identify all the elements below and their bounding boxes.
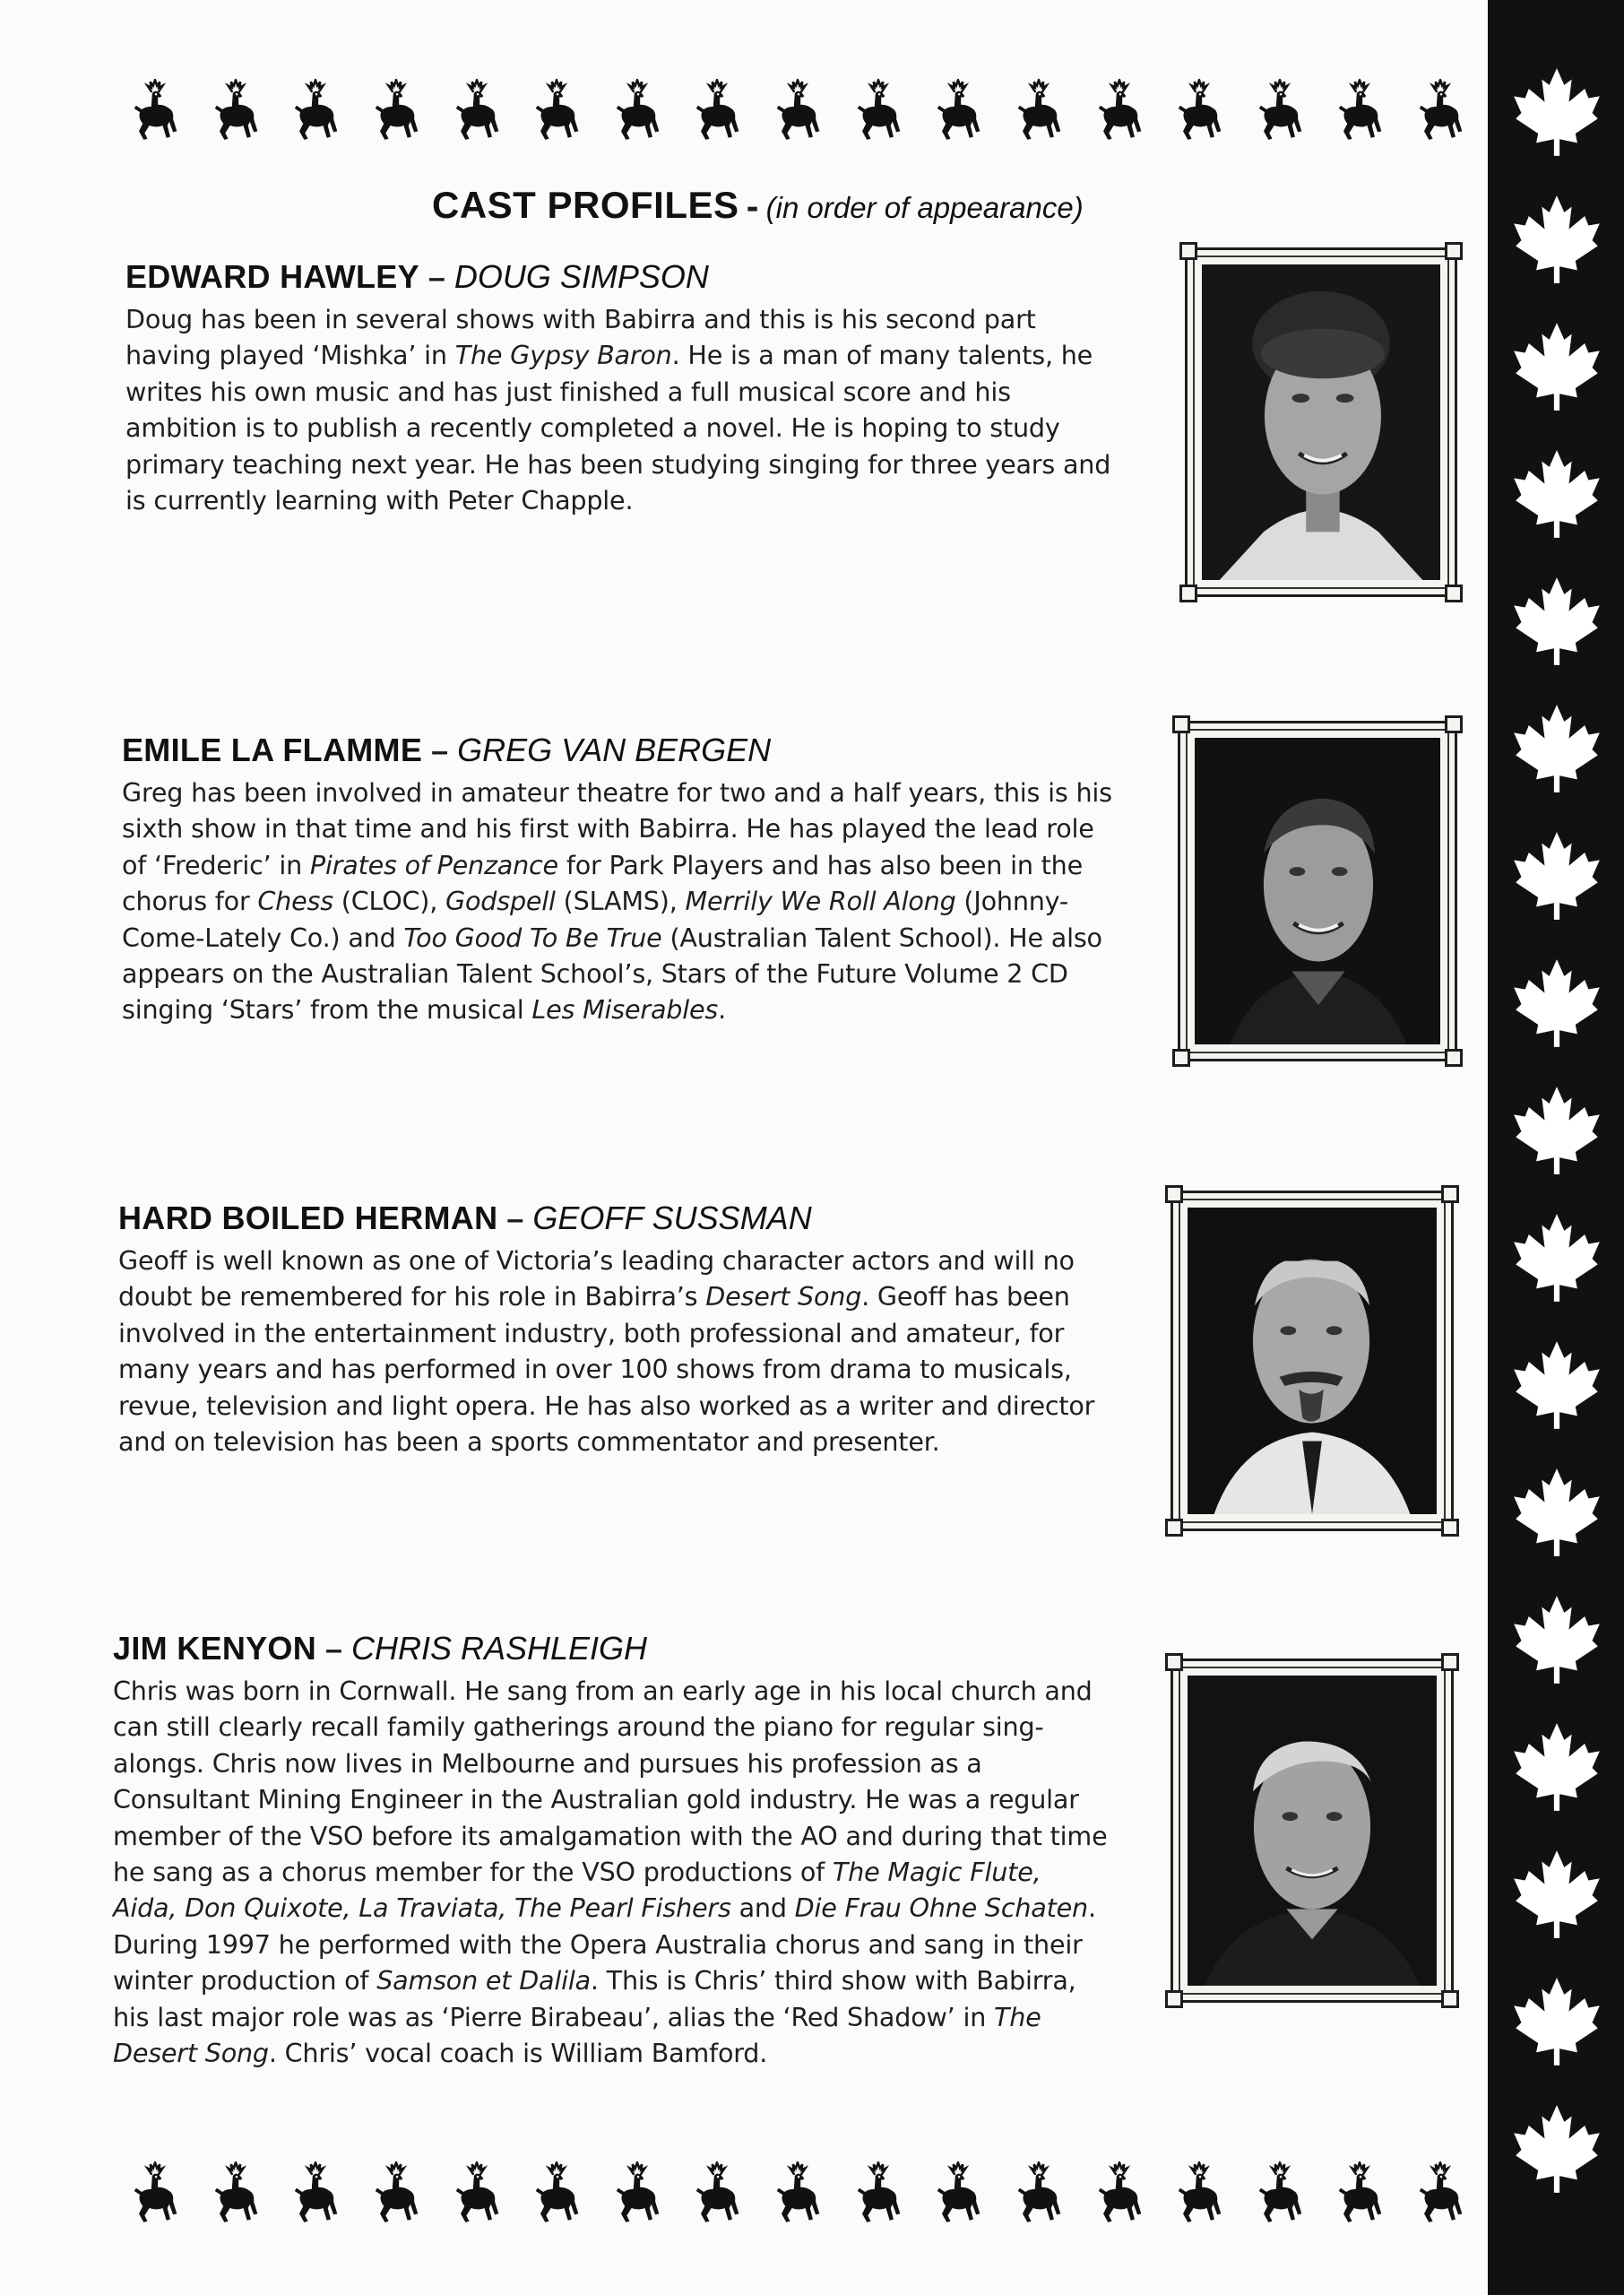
maple-leaf-icon: [1507, 1974, 1606, 2067]
heading-separator: –: [428, 261, 445, 295]
reindeer-icon: [367, 76, 426, 143]
reindeer-icon: [768, 76, 827, 143]
reindeer-icon: [447, 2159, 506, 2225]
maple-leaf-icon: [1507, 65, 1606, 158]
profile-bio: Doug has been in several shows with Babirra and this is his second part having played ‘Mishka’ in The Gypsy Baron. He is a man of many talents, he writes his own music and has just finished a full musical score and his ambition is to publish a recently completed a novel. He is hoping to study primary teaching next year. He has been studying singing for three years and is currently learning with Peter Chapple.: [125, 304, 1111, 516]
portrait-image: [1202, 264, 1440, 580]
maple-leaf-icon: [1507, 574, 1606, 667]
profile-emile-la-flamme: [122, 732, 1115, 1028]
maple-leaf-icon: [1507, 1083, 1606, 1176]
maple-leaf-icon: [1507, 319, 1606, 412]
headshot-photo-chris-rashleigh: [1170, 1658, 1454, 2003]
profile-hard-boiled-herman: [118, 1199, 1104, 1459]
heading-separator: –: [325, 1632, 342, 1667]
reindeer-icon: [367, 2159, 426, 2225]
heading-separator: –: [431, 734, 449, 768]
reindeer-icon: [1250, 2159, 1309, 2225]
heading-separator: –: [506, 1202, 524, 1236]
maple-leaf-icon: [1507, 1847, 1606, 1940]
reindeer-icon: [1330, 2159, 1389, 2225]
reindeer-icon: [929, 2159, 988, 2225]
portrait-image: [1195, 738, 1440, 1044]
maple-leaf-icon: [1507, 1592, 1606, 1685]
page-title: [432, 184, 1084, 227]
maple-leaf-icon: [1507, 828, 1606, 922]
reindeer-icon: [1250, 76, 1309, 143]
reindeer-icon: [1411, 2159, 1470, 2225]
profile-edward-hawley: [125, 258, 1129, 518]
maple-leaf-border: [1488, 0, 1624, 2295]
reindeer-icon: [849, 76, 908, 143]
title-separator: -: [746, 190, 759, 226]
reindeer-icon: [1090, 2159, 1149, 2225]
reindeer-icon: [286, 2159, 345, 2225]
maple-leaf-icon: [1507, 446, 1606, 540]
maple-leaf-icon: [1507, 1338, 1606, 1431]
portrait-image: [1188, 1676, 1437, 1986]
top-reindeer-border: [125, 74, 1470, 145]
profile-bio: Geoff is well known as one of Victoria’s leading character actors and will no doubt be remembered for his role in Babirra’s Desert Song. Geoff has been involved in the entertainment industry, both professional and amateur, for many years and has performed in over 100 shows from drama to musicals, revue, television and light opera. He has also worked as a writer and director and on television has been a sports commentator and presenter.: [118, 1245, 1095, 1458]
reindeer-icon: [1411, 76, 1470, 143]
reindeer-icon: [125, 76, 185, 143]
reindeer-icon: [768, 2159, 827, 2225]
profile-heading: [125, 258, 1129, 296]
profile-jim-kenyon: [113, 1630, 1108, 2071]
reindeer-icon: [608, 76, 667, 143]
reindeer-icon: [929, 76, 988, 143]
headshot-photo-greg-van-bergen: [1178, 721, 1457, 1061]
actor-name: DOUG SIMPSON: [454, 258, 709, 295]
headshot-photo-doug-simpson: [1185, 247, 1457, 597]
portrait-image: [1188, 1208, 1437, 1514]
character-name: EDWARD HAWLEY: [125, 258, 419, 295]
reindeer-icon: [1330, 76, 1389, 143]
reindeer-icon: [1009, 76, 1068, 143]
actor-name: GEOFF SUSSMAN: [532, 1199, 812, 1236]
reindeer-icon: [1170, 2159, 1229, 2225]
maple-leaf-icon: [1507, 192, 1606, 285]
profile-heading: [122, 732, 1115, 769]
reindeer-icon: [1090, 76, 1149, 143]
reindeer-icon: [206, 76, 265, 143]
reindeer-icon: [206, 2159, 265, 2225]
reindeer-icon: [125, 2159, 185, 2225]
reindeer-icon: [527, 2159, 586, 2225]
profile-heading: [113, 1630, 1108, 1667]
reindeer-icon: [849, 2159, 908, 2225]
character-name: HARD BOILED HERMAN: [118, 1199, 498, 1236]
headshot-photo-geoff-sussman: [1170, 1191, 1454, 1531]
title-text: CAST PROFILES: [432, 184, 739, 226]
character-name: JIM KENYON: [113, 1630, 317, 1667]
maple-leaf-icon: [1507, 701, 1606, 794]
maple-leaf-icon: [1507, 956, 1606, 1049]
profile-heading: [118, 1199, 1104, 1237]
reindeer-icon: [447, 76, 506, 143]
maple-leaf-icon: [1507, 1719, 1606, 1813]
title-subtitle: (in order of appearance): [765, 191, 1084, 224]
actor-name: GREG VAN BERGEN: [457, 732, 772, 768]
bottom-reindeer-border: [125, 2156, 1470, 2228]
maple-leaf-icon: [1507, 1210, 1606, 1303]
maple-leaf-icon: [1507, 1465, 1606, 1558]
reindeer-icon: [687, 2159, 747, 2225]
reindeer-icon: [527, 76, 586, 143]
profile-bio: Greg has been involved in amateur theatre for two and a half years, this is his sixth show in that time and his first with Babirra. He has played the lead role of ‘Frederic’ in Pirates of Penzance for Park Players and has also been in the chorus for Chess (CLOC), Godspell (SLAMS), Merrily We Roll Along (Johnny-Come-Lately Co.) and Too Good To Be True (Australian Talent School). He also appears on the Australian Talent School’s, Stars of the Future Volume 2 CD singing ‘Stars’ from the musical Les Miserables.: [122, 777, 1112, 1026]
reindeer-icon: [608, 2159, 667, 2225]
maple-leaf-icon: [1507, 2101, 1606, 2195]
character-name: EMILE LA FLAMME: [122, 732, 423, 768]
reindeer-icon: [1009, 2159, 1068, 2225]
actor-name: CHRIS RASHLEIGH: [350, 1630, 648, 1667]
reindeer-icon: [1170, 76, 1229, 143]
profile-bio: Chris was born in Cornwall. He sang from an early age in his local church and can still clearly recall family gatherings around the piano for regular sing-alongs. Chris now lives in Melbourne and pursues his profession as a Consultant Mining Engineer in the Australian gold industry. He was a regular member of the VSO before its amalgamation with the AO and during that time he sang as a chorus member for the VSO productions of The Magic Flute, Aida, Don Quixote, La Traviata, The Pearl Fishers and Die Frau Ohne Schaten. During 1997 he performed with the Opera Australia chorus and sang in their winter production of Samson et Dalila. This is Chris’ third show with Babirra, his last major role was as ‘Pierre Birabeau’, alias the ‘Red Shadow’ in The Desert Song. Chris’ vocal coach is William Bamford.: [113, 1676, 1108, 2069]
reindeer-icon: [687, 76, 747, 143]
reindeer-icon: [286, 76, 345, 143]
